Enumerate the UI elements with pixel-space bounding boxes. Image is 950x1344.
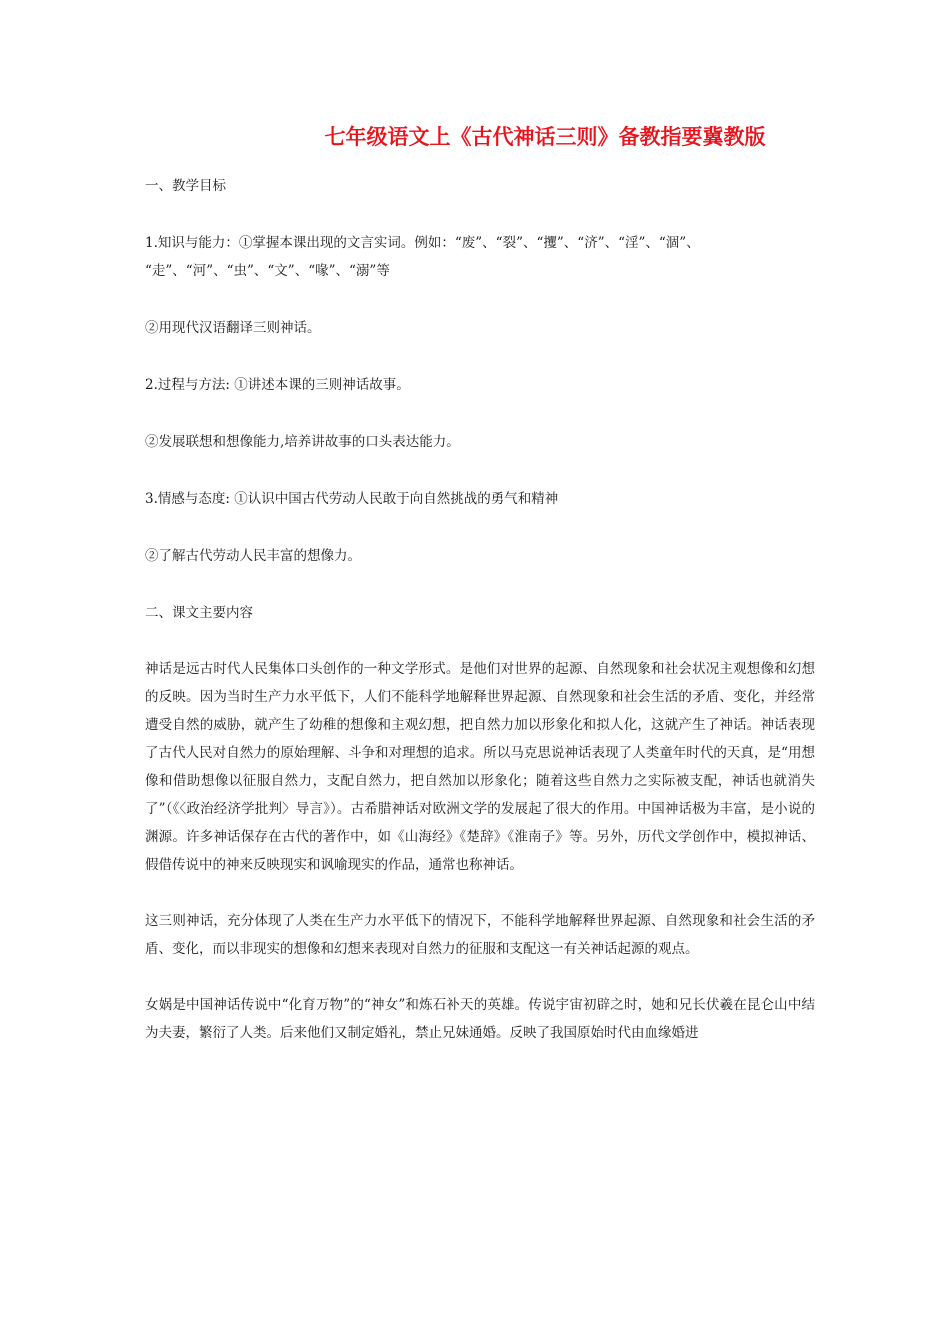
section-heading-objectives: 一、教学目标: [145, 178, 226, 194]
objective-process-item-2: ②发展联想和想像能力,培养讲故事的口头表达能力。: [145, 434, 460, 450]
objective-knowledge-item-2: ②用现代汉语翻译三则神话。: [145, 320, 321, 336]
objective-knowledge-line-2: “走”、“河”、“虫”、“文”、“喙”、“溺”等: [145, 263, 390, 279]
objective-process-item-1: 2.过程与方法: ①讲述本课的三则神话故事。: [145, 377, 410, 393]
paragraph-myth-definition: 神话是远古时代人民集体口头创作的一种文学形式。是他们对世界的起源、自然现象和社会状况主观想像和幻想的反映。因为当时生产力水平低下，人们不能科学地解释世界起源、自然现象和社会生活的矛盾、变化，并经常遭受自然的威胁，就产生了幼稚的想像和主观幻想，把自然力加以形象化和拟人化，这就产生了神话。神话表现了古代人民对自然力的原始理解、斗争和对理想的追求。所以马克思说神话表现了人类童年时代的天真，是“用想像和借助想像以征服自然力，支配自然力，把自然加以形象化；随着这些自然力之实际被支配，神话也就消失了”（《〈政治经济学批判〉导言》）。古希腊神话对欧洲文学的发展起了很大的作用。中国神话极为丰富，是小说的渊源。许多神话保存在古代的著作中，如《山海经》《楚辞》《淮南子》等。另外，历代文学创作中，模拟神话、假借传说中的神来反映现实和讽喻现实的作品，通常也称神话。: [145, 661, 815, 873]
document-title: 七年级语文上《古代神话三则》备教指要冀教版: [324, 125, 766, 149]
paragraph-three-myths: 这三则神话，充分体现了人类在生产力水平低下的情况下，不能科学地解释世界起源、自然现象和社会生活的矛盾、变化，而以非现实的想像和幻想来表现对自然力的征服和支配这一有关神话起源的观点。: [145, 913, 815, 957]
paragraph-nuwa: 女娲是中国神话传说中“化育万物”的“神女”和炼石补天的英雄。传说宇宙初辟之时，她和兄长伏羲在昆仑山中结为夫妻，繁衍了人类。后来他们又制定婚礼，禁止兄妹通婚。反映了我国原始时代由血缘婚进: [145, 997, 815, 1041]
section-heading-content: 二、课文主要内容: [145, 605, 253, 621]
objective-attitude-item-2: ②了解古代劳动人民丰富的想像力。: [145, 548, 361, 564]
document-body: [145, 172, 815, 1047]
objective-knowledge-line-1: 1.知识与能力：①掌握本课出现的文言实词。例如：“废”、“裂”、“攫”、“济”、“淫”、“涸”、: [145, 235, 700, 251]
objective-attitude-item-1: 3.情感与态度: ①认识中国古代劳动人民敢于向自然挑战的勇气和精神: [145, 491, 559, 507]
